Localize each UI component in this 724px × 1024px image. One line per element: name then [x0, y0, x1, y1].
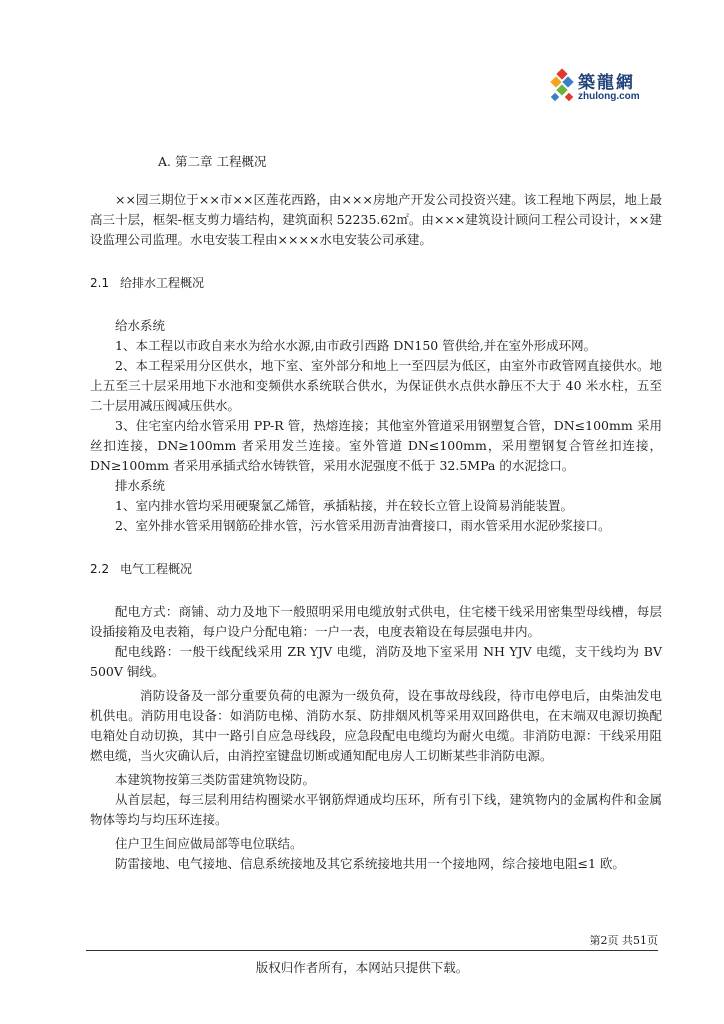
drainage-item: 1、室内排水管均采用硬聚氯乙烯管，承插粘接，并在较长立管上设简易消能装置。: [115, 498, 573, 513]
drainage-item: 2、室外排水管采用钢筋砼排水管，污水管采用沥青油膏接口，雨水管采用水泥砂浆接口。: [115, 518, 611, 533]
electrical-paragraph: 住户卫生间应做局部等电位联结。: [115, 836, 303, 851]
water-supply-item: 1、本工程以市政自来水为给水水源,由市政引西路 DN150 管供给,并在室外形成环网。: [115, 338, 597, 353]
water-supply-item: 2、本工程采用分区供水，地下室、室外部分和地上一至四层为低区，由室外市政管网直接供水。地上五至三十层采用地下水池和变频供水系统联合供水，为保证供水点供水静压不大于 40 米水柱，五至二十层用减压阀减压供水。: [90, 358, 662, 413]
water-supply-title: 给水系统: [115, 318, 166, 333]
chapter-heading: A. 第二章 工程概况: [158, 154, 267, 169]
drainage-title: 排水系统: [115, 478, 166, 493]
electrical-paragraph: 从首层起，每三层利用结构圈梁水平钢筋焊通成均压环，所有引下线，建筑物内的金属构件和金属物体等均与均压环连接。: [90, 792, 662, 827]
page-number: 第2页 共51页: [589, 934, 658, 947]
logo-diamond-icon: [548, 68, 576, 108]
copyright-notice: 版权归作者所有，本网站只提供下载。: [255, 960, 469, 975]
electrical-paragraph: 配电线路：一般干线配线采用 ZR YJV 电缆，消防及地下室采用 NH YJV 电缆，支干线均为 BV 500V 铜线。: [90, 644, 662, 679]
intro-paragraph: ××园三期位于××市××区莲花西路，由×××房地产开发公司投资兴建。该工程地下两层，地上最高三十层，框架-框支剪力墙结构，建筑面积 52235.62㎡。由×××建筑设计顾问工程公司设计，××建设监理公司监理。水电安装工程由××××水电安装公司承建。: [90, 192, 662, 247]
logo-name-cn: 築龍網: [578, 73, 635, 93]
section-number: 2.2: [90, 562, 110, 576]
footer-divider: [86, 950, 658, 951]
section-heading-water: [90, 273, 662, 293]
logo: [548, 64, 658, 114]
document-body: [90, 190, 662, 874]
section-heading-electrical: [90, 559, 662, 579]
electrical-paragraph: 防雷接地、电气接地、信息系统接地及其它系统接地共用一个接地网，综合接地电阻≤1 欧。: [115, 856, 625, 871]
section-title: 电气工程概况: [120, 562, 193, 576]
electrical-paragraph: 本建筑物按第三类防雷建筑物设防。: [115, 772, 316, 787]
electrical-paragraph: 配电方式：商铺、动力及地下一般照明采用电缆放射式供电，住宅楼干线采用密集型母线槽，每层设插接箱及电表箱，每户设户分配电箱：一户一表，电度表箱设在每层强电井内。: [90, 604, 662, 639]
logo-name-en: zhulong.com: [578, 91, 640, 102]
section-number: 2.1: [90, 276, 110, 290]
section-title: 给排水工程概况: [120, 276, 205, 290]
electrical-paragraph: 消防设备及一部分重要负荷的电源为一级负荷，设在事故母线段，待市电停电后，由柴油发电机供电。消防用电设备：如消防电梯、消防水泵、防排烟风机等采用双回路供电，在末端双电源切换配电箱处自动切换，其中一路引自应急母线段，应急段配电电缆均为耐火电缆。非消防电源：干线采用阻燃电缆，当火灾确认后，由消控室键盘切断或通知配电房人工切断某些非消防电源。: [90, 688, 662, 763]
water-supply-item: 3、住宅室内给水管采用 PP-R 管，热熔连接；其他室外管道采用钢塑复合管，DN≤100mm 采用丝扣连接，DN≥100mm 者采用发兰连接。室外管道 DN≤100mm，采用塑钢复合管丝扣连接，DN≥100mm 者采用承插式给水铸铁管，采用水泥强度不低于 32.5MPa 的水泥捻口。: [90, 418, 662, 473]
